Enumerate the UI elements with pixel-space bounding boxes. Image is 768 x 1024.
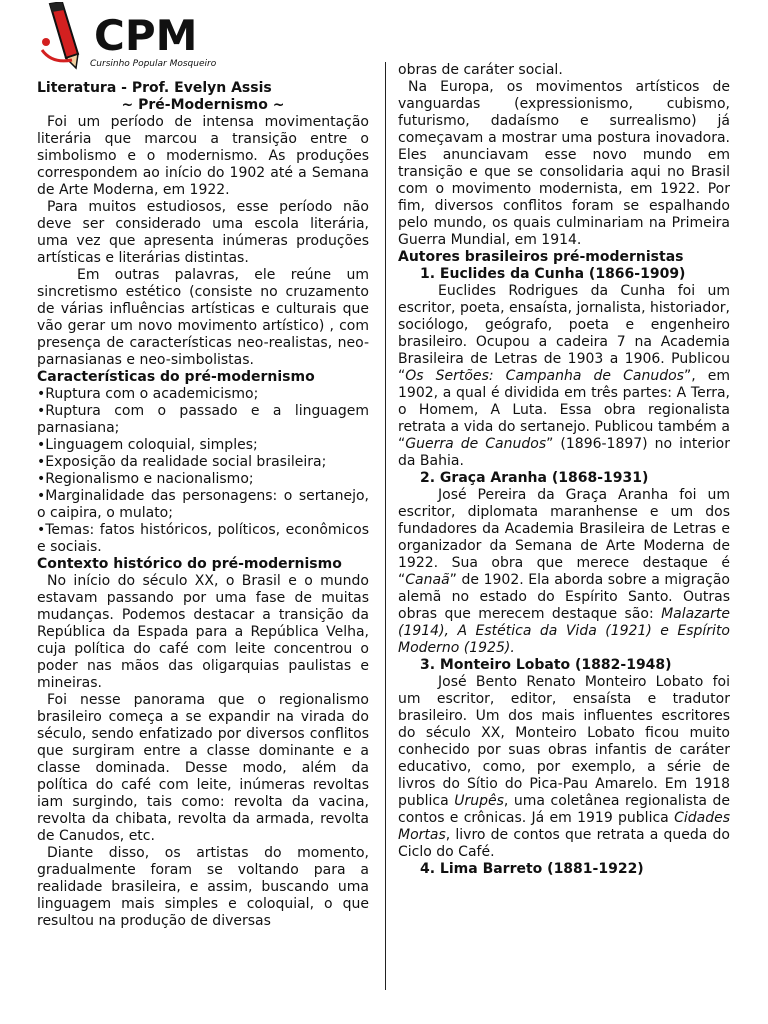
- paragraph: Euclides Rodrigues da Cunha foi um escritor, poeta, ensaísta, jornalista, historiador, sociólogo, geógrafo, poeta e engenheiro brasileiro. Ocupou a cadeira 7 na Academia Brasileira de Letras de 1903 a 1906. Publicou “Os Sertões: Campanha de Canudos”, em 1902, a qual é dividida em três partes: A Terra, o Homem, A Luta. Essa obra regionalista retrata a vida do sertanejo. Publicou também a “Guerra de Canudos” (1896-1897) no interior da Bahia.: [398, 283, 731, 469]
- paragraph: Diante disso, os artistas do momento, gradualmente foram se voltando para a realidade brasileira, e assim, buscando uma linguagem mais simples e coloquial, o que resultou na produção de diversas: [37, 845, 369, 929]
- paragraph: Para muitos estudiosos, esse período não deve ser considerado uma escola literária, uma vez que apresenta inúmeras produções artísticas e literárias distintas.: [37, 199, 369, 266]
- bullet-item: •Exposição da realidade social brasileira;: [37, 454, 327, 470]
- bullet-item: •Ruptura com o academicismo;: [37, 386, 259, 402]
- bullet-item: •Marginalidade das personagens: o sertanejo, o caipira, o mulato;: [37, 488, 369, 521]
- right-column: [398, 62, 730, 878]
- paragraph: José Pereira da Graça Aranha foi um escritor, diplomata maranhense e um dos fundadores da Academia Brasileira de Letras e organizador da Semana de Arte Moderna de 1922. Sua obra que merece destaque é “Canaã” de 1902. Ela aborda sobre a migração alemã no estado do Espírito Santo. Outras obras que merecem destaque são: Malazarte (1914), A Estética da Vida (1921) e Espírito Moderno (1925).: [398, 487, 730, 656]
- paragraph: No início do século XX, o Brasil e o mundo estavam passando por uma fase de muitas mudanças. Podemos destacar a transição da República da Espada para a República Velha, cuja política do café com leite concentrou o poder nas mãos das oligarquias paulistas e mineiras.: [37, 573, 369, 691]
- bullet-item: •Linguagem coloquial, simples;: [37, 437, 258, 453]
- pencil-icon: [42, 2, 78, 68]
- author-heading: 3. Monteiro Lobato (1882-1948): [420, 657, 672, 673]
- section-heading: Características do pré-modernismo: [37, 369, 315, 385]
- paragraph: Em outras palavras, ele reúne um sincretismo estético (consiste no cruzamento de várias influências artísticas e culturais que vão gerar um novo movimento artístico) , com presença de características neo-realistas, neo-parnasianas e neo-simbolistas.: [37, 267, 369, 368]
- bullet-item: •Ruptura com o passado e a linguagem parnasiana;: [37, 403, 369, 436]
- paragraph: José Bento Renato Monteiro Lobato foi um escritor, editor, ensaísta e tradutor brasileiro. Um dos mais influentes escritores do século XX, Monteiro Lobato ficou muito conhecido por suas obras infantis de caráter educativo, como, por exemplo, a série de livros do Sítio do Pica-Pau Amarelo. Em 1918 publica Urupês, uma coletânea regionalista de contos e crônicas. Já em 1919 publica Cidades Mortas, livro de contos que retrata a queda do Ciclo do Café.: [398, 674, 730, 860]
- paragraph: Foi um período de intensa movimentação literária que marcou a transição entre o simbolismo e o modernismo. As produções correspondem ao início do 1902 até a Semana de Arte Moderna, em 1922.: [37, 114, 369, 198]
- paragraph: Foi nesse panorama que o regionalismo brasileiro começa a se expandir na virada do século, sendo enfatizado por diversos conflitos que surgiram entre a classe dominante e a classe dominada. Desse modo, além da política do café com leite, inúmeras revoltas iam surgindo, tais como: revolta da vacina, revolta da chibata, revolta da armada, revolta de Canudos, etc.: [37, 692, 369, 844]
- section-heading: Autores brasileiros pré-modernistas: [398, 249, 684, 265]
- author-heading: 4. Lima Barreto (1881-1922): [420, 861, 644, 877]
- column-divider: [385, 62, 386, 990]
- paragraph: Na Europa, os movimentos artísticos de vanguardas (expressionismo, cubismo, futurismo, dadaísmo e surrealismo) já começavam a mostrar uma postura inovadora. Eles anunciavam esse novo mundo em transição e que se consolidaria aqui no Brasil com o movimento modernista, em 1922. Por fim, diversos conflitos foram se espalhando pelo mundo, os quais culminariam na Primeira Guerra Mundial, em 1914.: [398, 79, 730, 248]
- bullet-item: •Temas: fatos históricos, políticos, econômicos e sociais.: [37, 522, 369, 555]
- left-column: [37, 80, 369, 930]
- paragraph: obras de caráter social.: [398, 62, 563, 78]
- author-heading: 2. Graça Aranha (1868-1931): [420, 470, 649, 486]
- document-title: Literatura - Prof. Evelyn Assis: [37, 80, 272, 96]
- section-heading: Contexto histórico do pré-modernismo: [37, 556, 342, 572]
- document-subtitle: ~ Pré-Modernismo ~: [121, 97, 285, 113]
- logo-subtitle: Cursinho Popular Mosqueiro: [90, 59, 217, 69]
- bullet-item: •Regionalismo e nacionalismo;: [37, 471, 254, 487]
- cpm-logo: [40, 2, 230, 74]
- author-heading: 1. Euclides da Cunha (1866-1909): [420, 266, 686, 282]
- logo-text: CPM: [94, 11, 198, 60]
